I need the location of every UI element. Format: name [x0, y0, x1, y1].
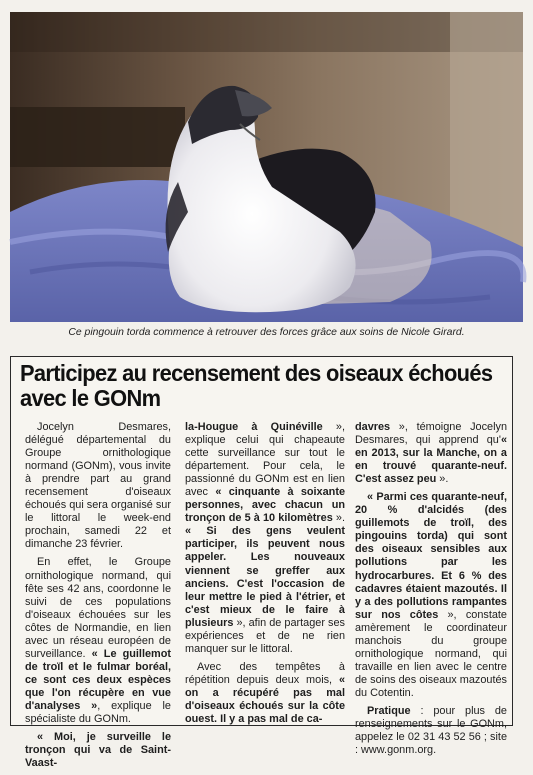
quote: « en 2013, sur la Manche, on a en trouvé quarante-neuf. C'est assez peu — [355, 434, 507, 486]
text-run: En effet, le Groupe ornithologique normand, qui fête ses 42 ans, coordonne le suivi de ces populations d'oiseaux échouées sur les côtes de Normandie, en lien avec un réseau européen de surveillance. — [25, 556, 171, 660]
headline-line-2: avec le GONm — [20, 385, 161, 411]
quote: « on a récupéré pas mal d'oiseaux échoués sur la côte ouest. Il y a pas mal de ca- — [185, 673, 345, 726]
paragraph: Jocelyn Desmares, délégué départemental du Groupe ornithologique normand (GONm), vous invite à prendre part au grand recensement d'oiseaux échoués qui sera organisé sur le littoral le week-end prochain, samedi 22 et dimanche 23 février. — [25, 421, 171, 551]
text-run: », afin de partager ses expériences et de ne rien manquer sur le littoral. — [185, 616, 345, 655]
paragraph — [355, 705, 507, 757]
penguin-photo — [10, 12, 523, 322]
article-column-2 — [185, 421, 345, 731]
paragraph — [355, 491, 507, 700]
text-run: ». — [436, 473, 449, 486]
text-run: », témoigne Jocelyn Desmares, qui apprend qu' — [355, 421, 507, 447]
article-column-3 — [355, 421, 507, 762]
quote: davres — [355, 421, 391, 433]
text-run: , explique le spécialiste du GONm. — [25, 699, 171, 726]
quote: « Parmi ces quarante-neuf, 20 % d'alcidés (des guillemots de troïl, des pingouins torda) qui sont des oiseaux sensibles aux pollutions par les hydrocarbures. Et 6 % des cadavres étaient mazoutés. Il y a des pollutions rampantes sur nos côtes — [355, 491, 507, 621]
text-run: ». — [332, 512, 346, 525]
quote: « Le guillemot de troïl et le fulmar boréal, ce sont ces deux espèces que l'on récupère en vue d'analyses » — [25, 647, 171, 712]
text-run: », explique celui qui chapeaute cette surveillance sur tout le département. Pour cela, le passionné du GONm est en lien avec — [185, 421, 346, 499]
paragraph — [185, 661, 345, 726]
paragraph — [25, 731, 171, 770]
text-run: Avec des tempêtes à répétition depuis deux mois, — [185, 660, 345, 686]
quote: « Moi, je surveille le tronçon qui va de Saint-Vaast- — [25, 731, 171, 770]
paragraph — [185, 421, 345, 656]
article-column-1 — [25, 421, 171, 775]
paragraph — [355, 421, 507, 486]
text-run: : pour plus de renseignements sur le GONm, appelez le 02 31 43 52 56 ; site : www.gonm.org. — [355, 704, 507, 757]
paragraph — [25, 556, 171, 726]
photo-caption: Ce pingouin torda commence à retrouver des forces grâce aux soins de Nicole Girard. — [68, 327, 465, 338]
practical-label: Pratique — [367, 704, 411, 717]
article-box — [10, 356, 513, 770]
text-run: », constate amèrement le coordinateur manchois du groupe ornithologique normand, qui travaille en lien avec le centre de soins des oiseaux mazoutés du Cotentin. — [355, 608, 507, 699]
headline-line-1: Participez au recensement des oiseaux échoués — [20, 360, 493, 386]
quote: la-Hougue à Quinéville — [185, 421, 323, 433]
quote: « Si des gens veulent participer, ils peuvent nous appeler. Les nouveaux viennent se greffer aux anciens. C'est l'occasion de leur mettre le pied à l'étrier, et c'est mieux de le faire à plusieurs — [185, 525, 345, 629]
photo-illustration — [10, 12, 523, 322]
quote: « cinquante à soixante personnes, avec chacun un tronçon de 5 à 10 kilomètres — [185, 486, 346, 525]
article-headline — [20, 360, 493, 411]
